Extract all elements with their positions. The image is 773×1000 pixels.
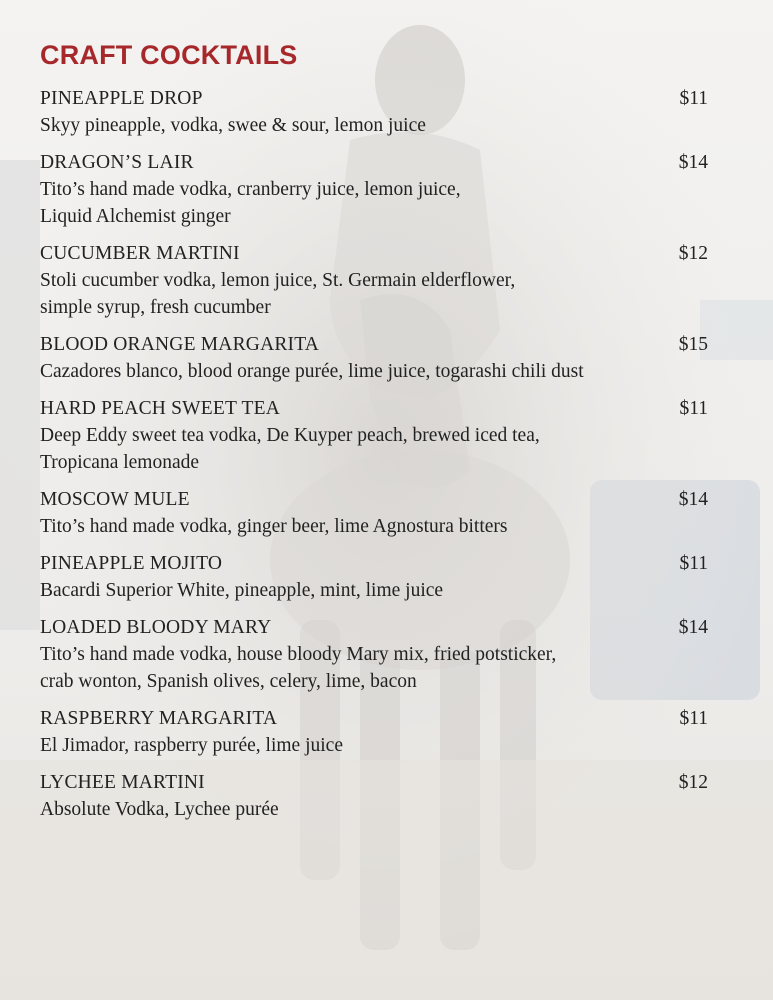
item-price: $14 [678,617,708,638]
item-name: RASPBERRY MARGARITA [40,708,278,729]
menu-item [40,614,708,695]
item-name: HARD PEACH SWEET TEA [40,398,280,419]
item-description: Skyy pineapple, vodka, swee & sour, lemon juice [40,115,426,136]
item-price: $14 [678,489,708,510]
menu-item [40,395,708,476]
section-heading: CRAFT COCKTAILS [40,40,298,70]
item-name: DRAGON’S LAIR [40,152,194,173]
item-description: Tito’s hand made vodka, cranberry juice, lemon juice, Liquid Alchemist ginger [40,179,461,227]
item-name: BLOOD ORANGE MARGARITA [40,334,320,355]
item-description: Cazadores blanco, blood orange purée, lime juice, togarashi chili dust [40,361,584,382]
item-name: CUCUMBER MARTINI [40,243,240,264]
item-price: $12 [678,772,708,793]
item-description: Tito’s hand made vodka, ginger beer, lime Agnostura bitters [40,516,508,537]
item-price: $14 [678,152,708,173]
item-price: $12 [678,243,708,264]
item-name: LYCHEE MARTINI [40,772,205,793]
item-name: PINEAPPLE MOJITO [40,553,223,574]
item-description: Deep Eddy sweet tea vodka, De Kuyper peach, brewed iced tea, Tropicana lemonade [40,425,540,473]
item-description: Bacardi Superior White, pineapple, mint, lime juice [40,580,444,601]
item-price: $11 [679,553,708,574]
item-price: $11 [679,708,708,729]
menu-content [40,38,708,833]
item-description: El Jimador, raspberry purée, lime juice [40,735,343,756]
menu-item [40,240,708,321]
item-name: LOADED BLOODY MARY [40,617,272,638]
menu-item [40,85,708,139]
menu-item [40,149,708,230]
menu-item [40,705,708,759]
menu-item [40,550,708,604]
item-name: MOSCOW MULE [40,489,190,510]
item-description: Tito’s hand made vodka, house bloody Mary mix, fried potsticker, crab wonton, Spanish olives, celery, lime, bacon [40,644,557,692]
item-price: $11 [679,88,708,109]
item-price: $15 [678,334,708,355]
menu-item [40,331,708,385]
item-name: PINEAPPLE DROP [40,88,203,109]
item-description: Stoli cucumber vodka, lemon juice, St. Germain elderflower, simple syrup, fresh cucumber [40,270,516,318]
menu-item [40,486,708,540]
item-price: $11 [679,398,708,419]
menu-item [40,769,708,823]
item-description: Absolute Vodka, Lychee purée [40,799,279,820]
